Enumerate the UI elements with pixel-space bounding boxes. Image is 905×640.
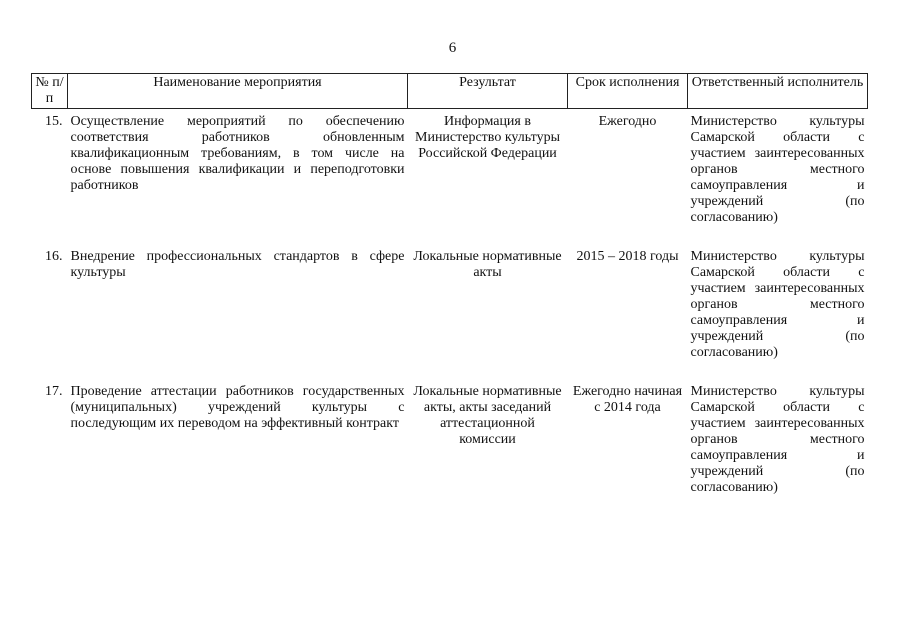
page-number: 6 [448,40,457,56]
activity-term: 2015 – 2018 годы [576,249,679,264]
activity-responsible: Министерство культуры Самарской области с участием заинтересованных органов местного самоуправления и учреждений (по согласованию) [690,384,865,495]
activity-result: Информация в Министерство культуры Российской Федерации [415,114,560,161]
activity-responsible: Министерство культуры Самарской области с участием заинтересованных органов местного самоуправления и учреждений (по согласованию) [690,114,865,225]
header-responsible: Ответственный исполнитель [688,74,868,109]
row-number: 15. [45,114,63,129]
table-row [32,244,868,379]
activity-term: Ежегодно [598,114,657,129]
activities-table [31,73,868,524]
header-number: № п/п [32,74,68,109]
header-result: Результат [408,74,568,109]
table-header-row [32,74,868,109]
activity-term: Ежегодно начиная с 2014 года [572,384,683,415]
activity-name: Внедрение профессиональных стандартов в сфере культуры [70,249,405,280]
activity-name: Проведение аттестации работников государственных (муниципальных) учреждений культуры с последующим их переводом на эффективный контракт [70,384,405,431]
activity-result: Локальные нормативные акты, акты заседаний аттестационной комиссии [413,384,562,447]
activity-name: Осуществление мероприятий по обеспечению соответствия работников обновленным квалификационным требованиям, в том числе на основе повышения квалификации и переподготовки работников [70,114,405,193]
header-term: Срок исполнения [568,74,688,109]
header-activity-name: Наименование мероприятия [68,74,408,109]
table-row [32,109,868,245]
activity-result: Локальные нормативные акты [413,249,562,280]
activity-responsible: Министерство культуры Самарской области с участием заинтересованных органов местного самоуправления и учреждений (по согласованию) [690,249,865,360]
row-number: 16. [45,249,63,264]
table-row [32,379,868,524]
row-number: 17. [45,384,63,399]
